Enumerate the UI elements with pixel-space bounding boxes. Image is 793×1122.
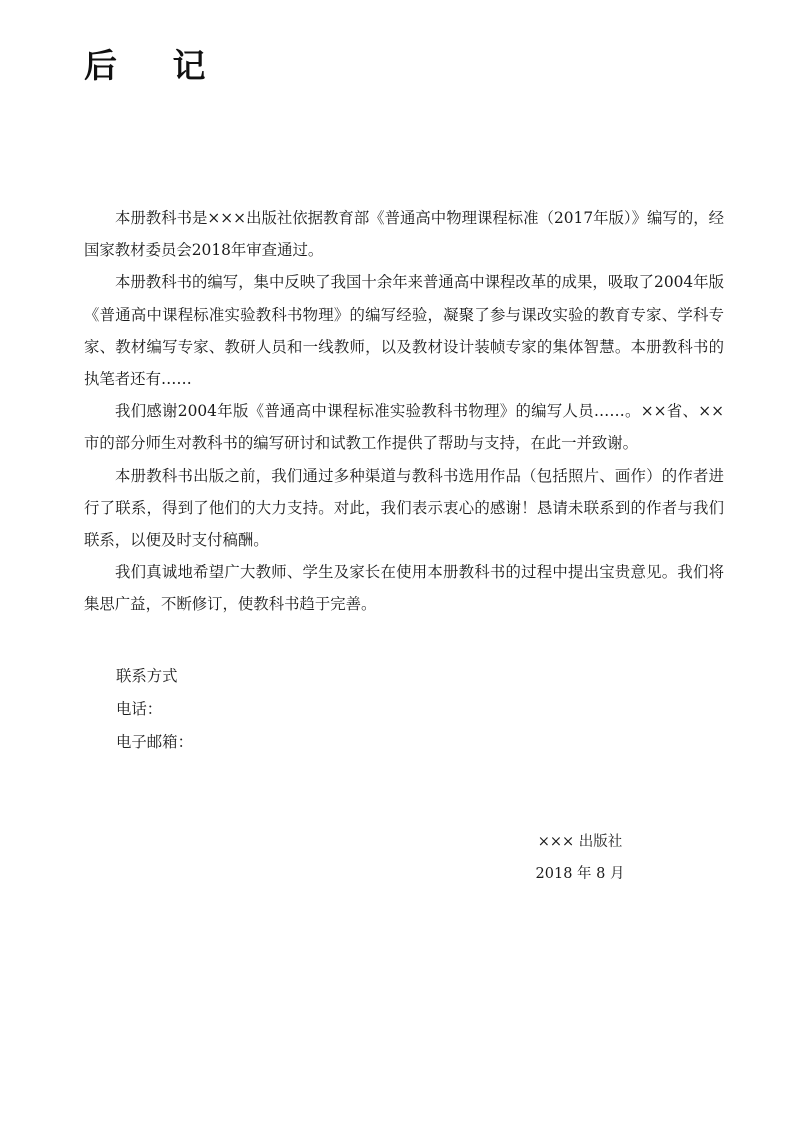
paragraph-4: 本册教科书出版之前，我们通过多种渠道与教科书选用作品（包括照片、画作）的作者进行了联系，得到了他们的大力支持。对此，我们表示衷心的感谢！恳请未联系到的作者与我们联系，以便及时支付稿酬。 bbox=[84, 466, 724, 550]
page-title: 后 记 bbox=[84, 46, 228, 85]
paragraph-3: 我们感谢2004年版《普通高中课程标准实验教科书物理》的编写人员……。××省、××市的部分师生对教科书的编写研讨和试教工作提供了帮助与支持，在此一并致谢。 bbox=[84, 402, 724, 453]
paragraph-5: 我们真诚地希望广大教师、学生及家长在使用本册教科书的过程中提出宝贵意见。我们将集思广益，不断修订，使教科书趋于完善。 bbox=[84, 563, 724, 614]
email-label: 电子邮箱： bbox=[116, 733, 193, 751]
document-body bbox=[84, 202, 724, 621]
contact-section bbox=[116, 660, 193, 759]
publisher-name: ××× 出版社 bbox=[537, 834, 623, 850]
signature-date: 2018 年 8 月 bbox=[535, 866, 625, 882]
contact-heading: 联系方式 bbox=[116, 667, 178, 685]
paragraph-2: 本册教科书的编写，集中反映了我国十余年来普通高中课程改革的成果，吸取了2004年版《普通高中课程标准实验教科书物理》的编写经验，凝聚了参与课改实验的教育专家、学科专家、教材编写专家、教研人员和一线教师，以及教材设计装帧专家的集体智慧。本册教科书的执笔者还有…… bbox=[84, 273, 724, 389]
signature-block bbox=[480, 826, 680, 890]
phone-label: 电话： bbox=[116, 700, 163, 718]
paragraph-1: 本册教科书是×××出版社依据教育部《普通高中物理课程标准（2017年版）》编写的，经国家教材委员会2018年审查通过。 bbox=[84, 209, 724, 260]
